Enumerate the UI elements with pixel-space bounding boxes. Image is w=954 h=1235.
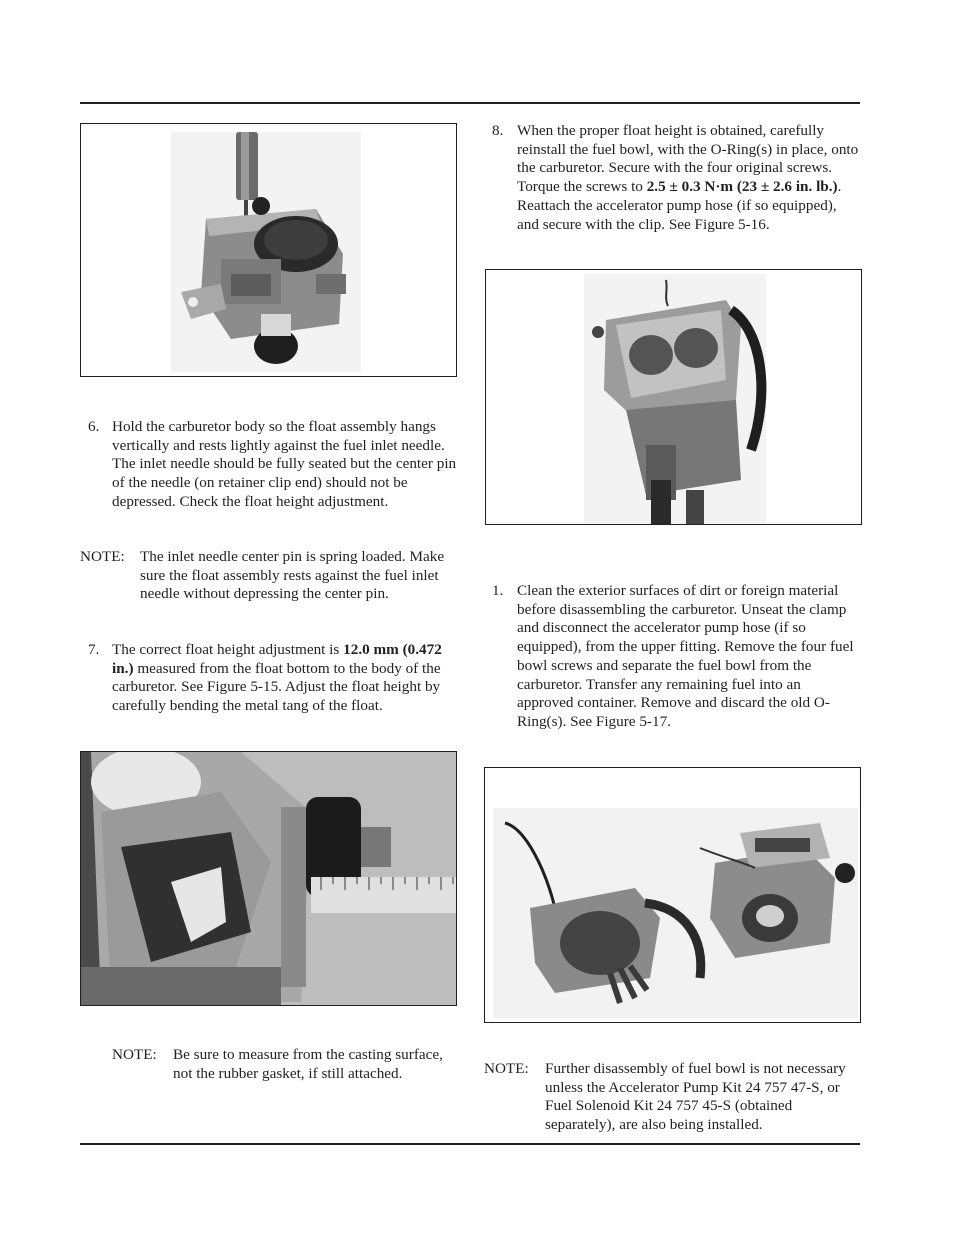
- step-text-part: The correct float height adjustment is: [112, 641, 344, 658]
- float-measurement-photo: [81, 752, 457, 1006]
- note-text: Further disassembly of fuel bowl is not necessary unless the Accelerator Pump Kit 24 757 47-S, or Fuel Solenoid Kit 24 757 45-S (obtained separately), are also being installed.: [545, 1060, 846, 1134]
- figure-carburetor-screwdriver: [80, 123, 457, 377]
- carburetor-screwdriver-photo: [81, 124, 457, 377]
- note-text: Be sure to measure from the casting surface, not the rubber gasket, if still attached.: [173, 1046, 443, 1082]
- step-number: 8.: [492, 122, 504, 139]
- step-text-part: . Reattach the accelerator pump hose (if so equipped), and secure with the clip. See Figure 5-16.: [517, 178, 842, 233]
- step-number: 6.: [88, 418, 100, 435]
- fuel-bowl-removed-photo: [485, 768, 861, 1023]
- step-text: [517, 122, 859, 234]
- figure-float-height-measurement: [80, 751, 457, 1006]
- note-label: NOTE:: [484, 1060, 529, 1077]
- step-text-part: measured from the float bottom to the body of the carburetor. See Figure 5-15. Adjust the float height by carefully bending the metal tang of the float.: [112, 659, 441, 715]
- step-text-part: When the proper float height is obtained, carefully reinstall the fuel bowl, with the O-Ring(s) in place, onto the carburetor. Secure with the four original screws. Torque the screws to: [517, 122, 859, 196]
- step-text: Hold the carburetor body so the float assembly hangs vertically and rests lightly against the fuel inlet needle. The inlet needle should be fully seated but the center pin of the needle (on retainer clip end) should not be depressed. Check the float height adjustment.: [112, 418, 457, 510]
- note-label: NOTE:: [80, 548, 125, 565]
- step-text: Clean the exterior surfaces of dirt or foreign material before disassembling the carburetor. Unseat the clamp and disconnect the accelerator pump hose (if so equipped), from the upper fitting. Remove the four fuel bowl screws and separate the fuel bowl from the carburetor. Transfer any remaining fuel into an approved container. Remove and discard the old O-Ring(s). See Figure 5-17.: [517, 582, 854, 730]
- figure-reinstalled-fuel-bowl: [485, 269, 862, 525]
- figure-fuel-bowl-removed: [484, 767, 861, 1023]
- step-text: [112, 641, 457, 716]
- header-rule: [80, 102, 860, 104]
- torque-spec: 2.5 ± 0.3 N·m (23 ± 2.6 in. lb.): [646, 178, 838, 196]
- step-number: 1.: [492, 582, 504, 599]
- footer-rule: [80, 1143, 860, 1145]
- step-number: 7.: [88, 641, 100, 658]
- note-text: The inlet needle center pin is spring loaded. Make sure the float assembly rests against the fuel inlet needle without depressing the center pin.: [140, 548, 445, 603]
- float-height-spec: 12.0 mm (0.472 in.): [112, 641, 442, 677]
- note-label: NOTE:: [112, 1046, 157, 1063]
- reinstalled-carburetor-photo: [486, 270, 862, 525]
